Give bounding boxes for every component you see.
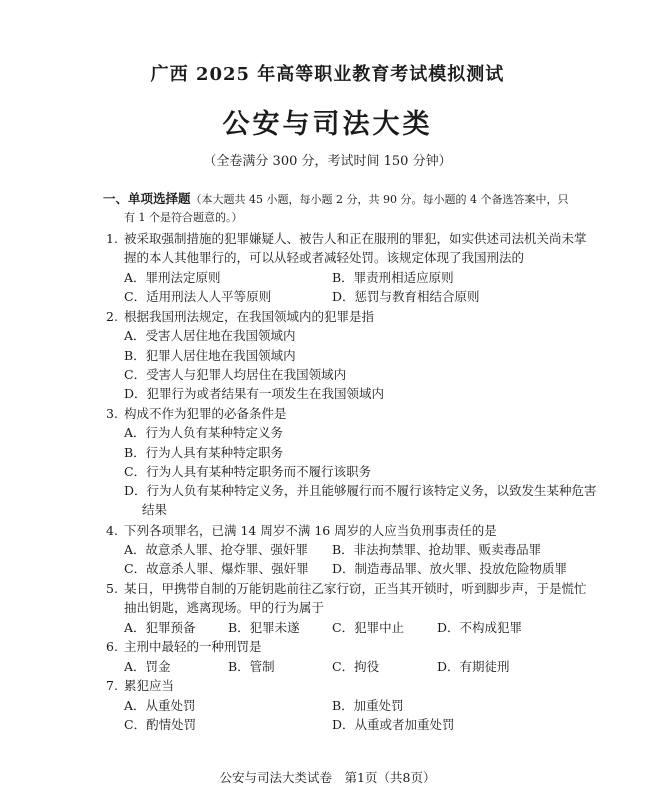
section-header <box>103 190 568 209</box>
option-b: B．管制 <box>228 659 275 674</box>
section-desc-line1: （本大题共 45 小题，每小题 2 分，共 90 分。每小题的 4 个备选答案中，只 <box>190 193 569 206</box>
question-number: 2. <box>106 309 118 324</box>
question-number: 5. <box>106 581 118 596</box>
option-c: C．行为人具有某种特定职务而不履行该职务 <box>124 464 372 479</box>
option-a: A．受害人居住地在我国领域内 <box>124 328 296 343</box>
question-number: 6. <box>106 639 118 654</box>
question-number: 4. <box>106 523 118 538</box>
question-stem: 根据我国刑法规定，在我国领域内的犯罪是指 <box>124 309 375 324</box>
question-stem: 累犯应当 <box>124 678 175 693</box>
option-a: A．罪刑法定原则 <box>124 270 221 285</box>
question-number: 7. <box>106 678 118 693</box>
section-desc-line2: 有 1 个是符合题意的。） <box>124 211 243 224</box>
option-d: D．有期徒刑 <box>437 659 510 674</box>
option-b: B．行为人具有某种特定职务 <box>124 445 284 460</box>
option-b: B．非法拘禁罪、抢劫罪、贩卖毒品罪 <box>332 542 542 557</box>
option-d: D．惩罚与教育相结合原则 <box>332 289 480 304</box>
question-stem: 主刑中最轻的一种刑罚是 <box>124 639 262 654</box>
page-footer: 公安与司法大类试卷 第1页（共8页） <box>219 770 436 785</box>
question-stem: 被采取强制措施的犯罪嫌疑人、被告人和正在服刑的罪犯，如实供述司法机关尚未掌 <box>124 231 587 246</box>
option-c: C．犯罪中止 <box>332 620 405 635</box>
subject-title: 公安与司法大类 <box>222 109 433 140</box>
option-b: B．犯罪未遂 <box>228 620 300 635</box>
option-c: C．适用刑法人人平等原则 <box>124 289 272 304</box>
option-d: D．犯罪行为或者结果有一项发生在我国领域内 <box>124 386 385 401</box>
option-b: B．加重处罚 <box>332 698 404 713</box>
option-d: D．行为人负有某种特定义务，并且能够履行而不履行该特定义务，以致发生某种危害 <box>124 483 597 498</box>
option-c: C．酌情处罚 <box>124 717 197 732</box>
section-title: 一、单项选择题 <box>103 191 191 206</box>
question-stem-cont: 握的本人其他罪行的，可以从轻或者减轻处罚。该规定体现了我国刑法的 <box>124 250 525 265</box>
option-c: C．拘役 <box>332 659 380 674</box>
question-number: 3. <box>106 406 118 421</box>
option-d-cont: 结果 <box>142 502 168 517</box>
exam-note: （全卷满分 300 分，考试时间 150 分钟） <box>203 154 452 169</box>
option-a: A．从重处罚 <box>124 698 196 713</box>
question-stem: 某日，甲携带自制的万能钥匙前往乙家行窃，正当其开锁时，听到脚步声，于是慌忙 <box>124 581 587 596</box>
option-a: A．犯罪预备 <box>124 620 196 635</box>
exam-title: 广西 2025 年高等职业教育考试模拟测试 <box>150 64 505 85</box>
question-stem-cont: 抽出钥匙，逃离现场。甲的行为属于 <box>124 600 325 615</box>
option-c: C．受害人与犯罪人均居住在我国领域内 <box>124 367 347 382</box>
option-d: D．制造毒品罪、放火罪、投放危险物质罪 <box>332 561 568 576</box>
option-a: A．故意杀人罪、抢夺罪、强奸罪 <box>124 542 309 557</box>
option-d: D．不构成犯罪 <box>437 620 523 635</box>
question-stem: 构成不作为犯罪的必备条件是 <box>124 406 287 421</box>
option-a: A．罚金 <box>124 659 171 674</box>
question-number: 1. <box>106 231 118 246</box>
option-c: C．故意杀人罪、爆炸罪、强奸罪 <box>124 561 309 576</box>
option-b: B．犯罪人居住地在我国领域内 <box>124 348 296 363</box>
option-a: A．行为人负有某种特定义务 <box>124 425 284 440</box>
option-b: B．罪责刑相适应原则 <box>332 270 454 285</box>
question-stem: 下列各项罪名，已满 14 周岁不满 16 周岁的人应当负刑事责任的是 <box>124 523 497 538</box>
option-d: D．从重或者加重处罚 <box>332 717 455 732</box>
